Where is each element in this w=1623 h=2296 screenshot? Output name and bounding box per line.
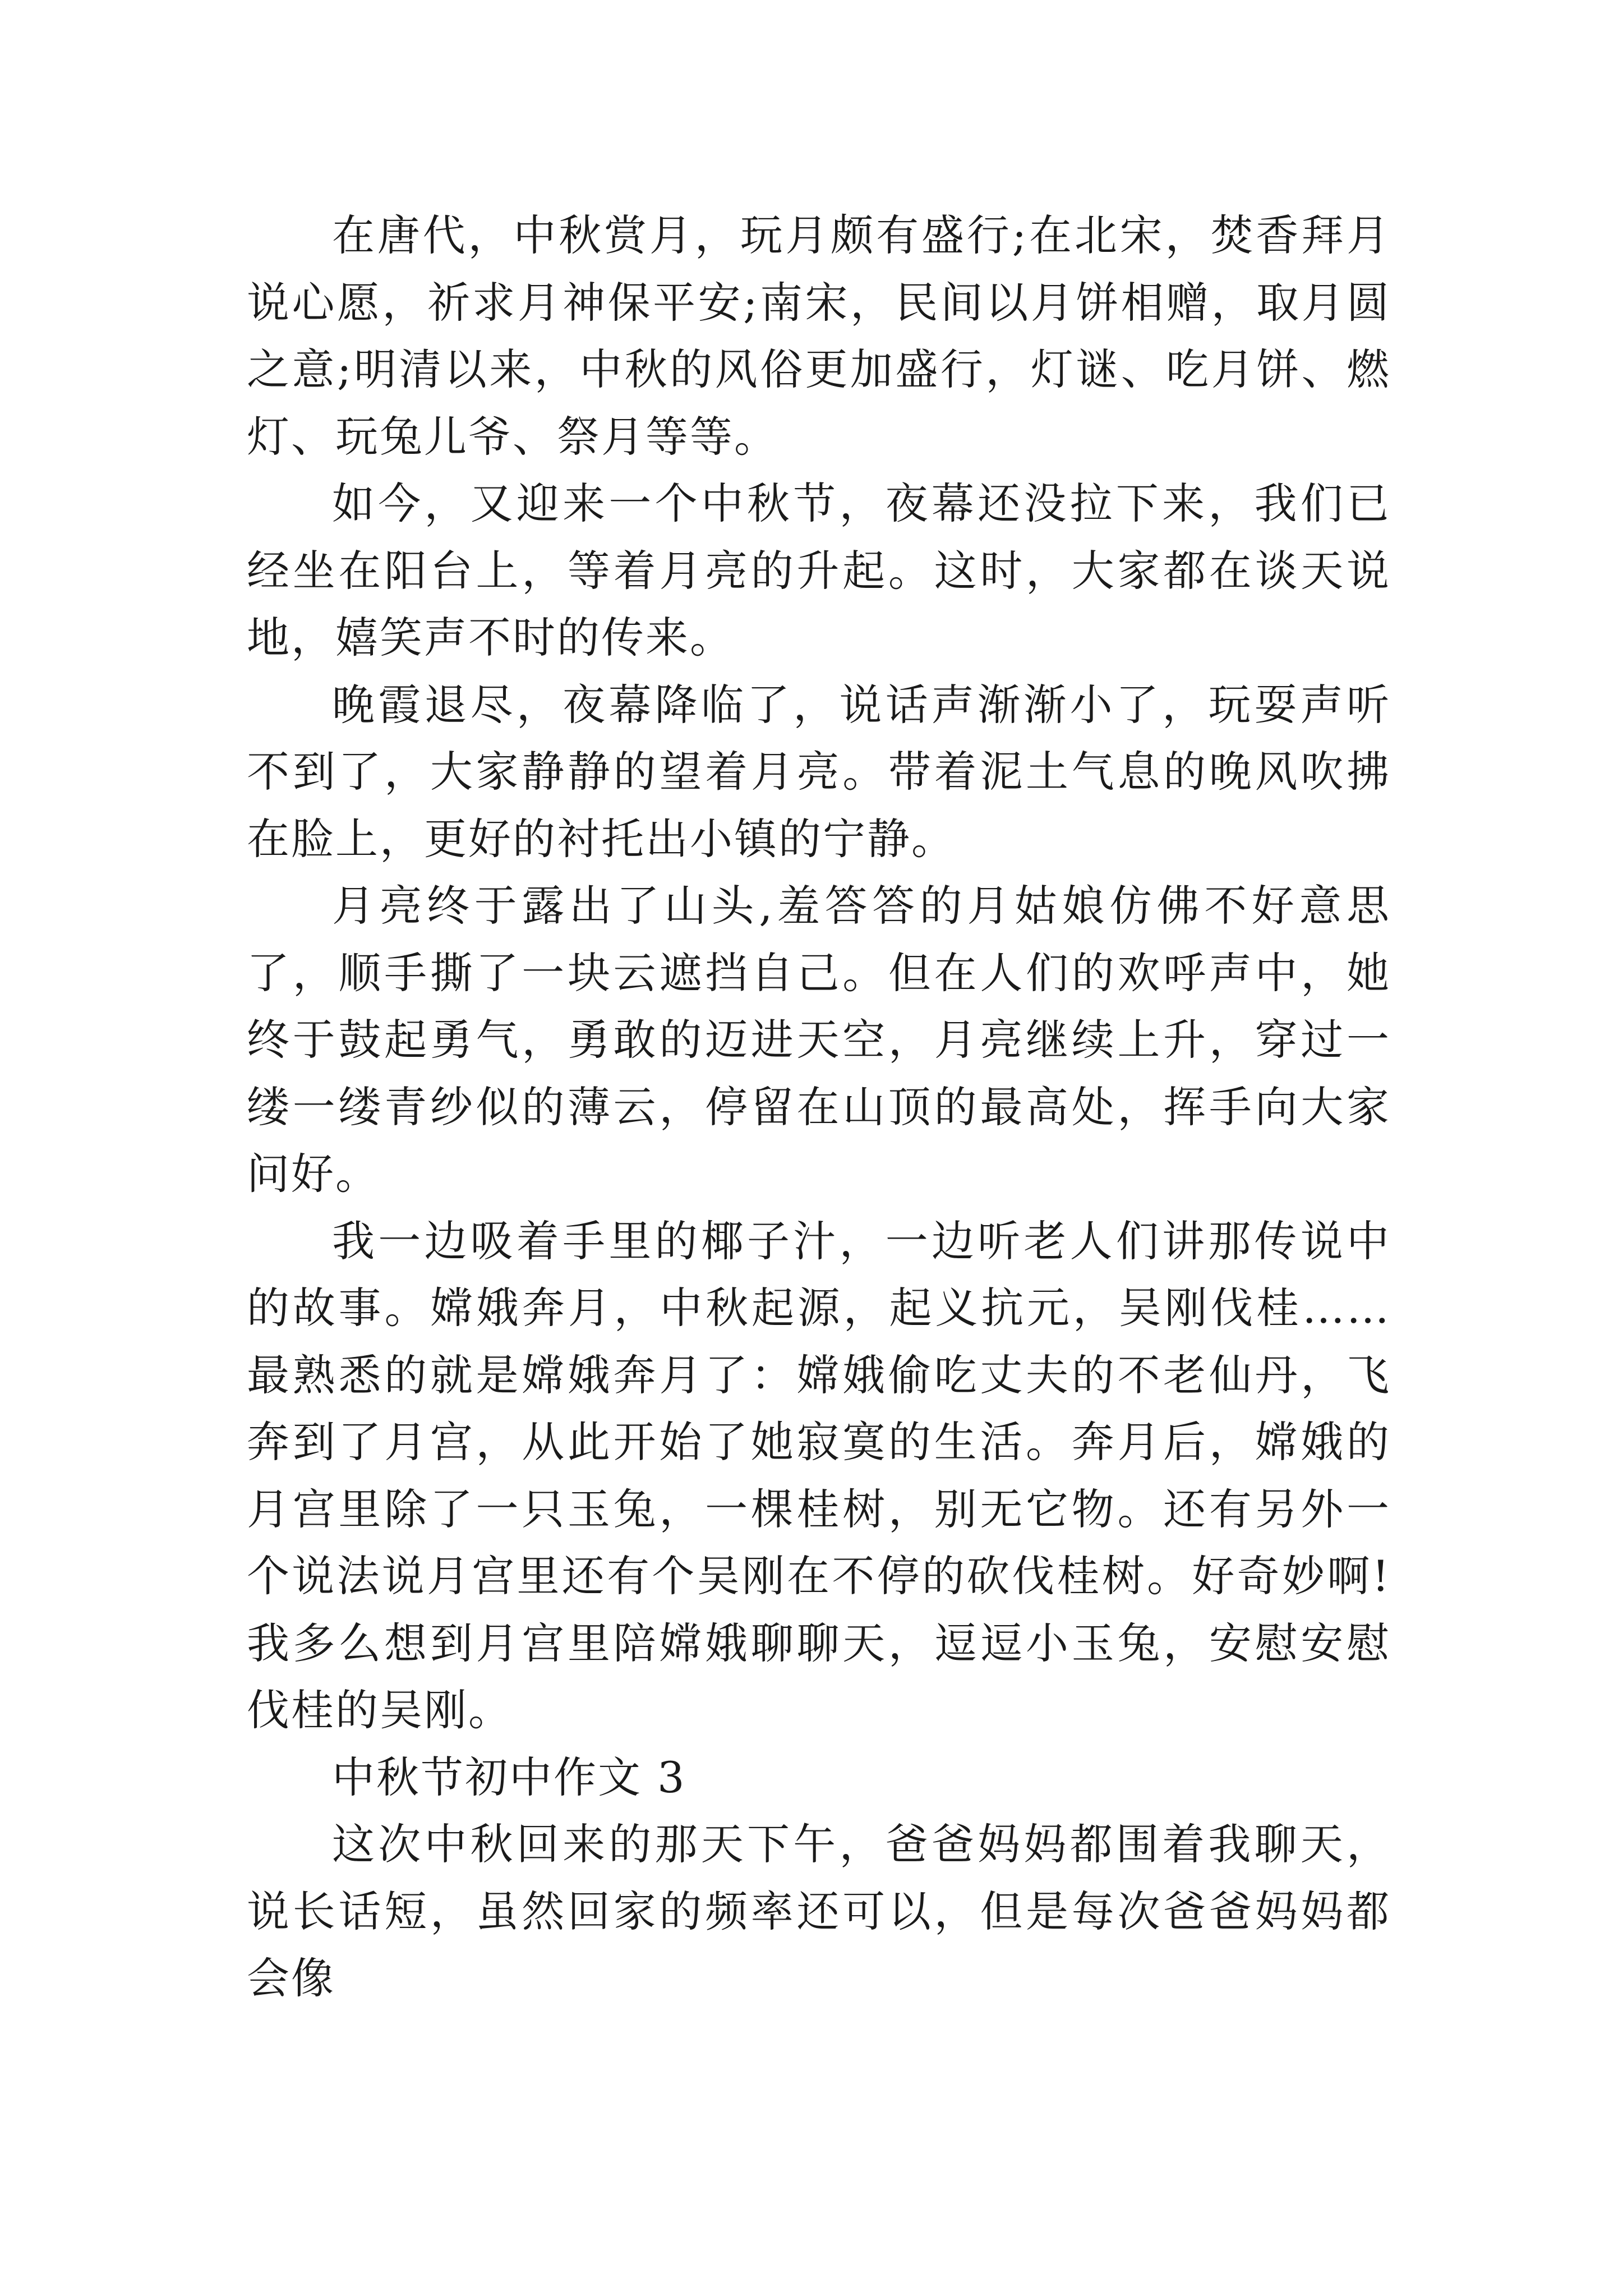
paragraph-5: 我一边吸着手里的椰子汁，一边听老人们讲那传说中的故事。嫦娥奔月，中秋起源，起义抗元，吴刚伐桂……最熟悉的就是嫦娥奔月了：嫦娥偷吃丈夫的不老仙丹，飞奔到了月宫，从此开始了她寂寞的生活。奔月后，嫦娥的月宫里除了一只玉兔，一棵桂树，别无它物。还有另外一个说法说月宫里还有个吴刚在不停的砍伐桂树。好奇妙啊!我多么想到月宫里陪嫦娥聊聊天，逗逗小玉兔，安慰安慰伐桂的吴刚。 — [247, 1216, 1391, 1735]
paragraph-2: 如今，又迎来一个中秋节，夜幕还没拉下来，我们已经坐在阳台上，等着月亮的升起。这时，大家都在谈天说地，嬉笑声不时的传来。 — [247, 478, 1391, 662]
section-heading: 中秋节初中作文 3 — [332, 1752, 686, 1802]
paragraph-3: 晚霞退尽，夜幕降临了，说话声渐渐小了，玩耍声听不到了，大家静静的望着月亮。带着泥土气息的晚风吹拂在脸上，更好的衬托出小镇的宁静。 — [247, 679, 1391, 864]
paragraph-4: 月亮终于露出了山头,羞答答的月姑娘仿佛不好意思了，顺手撕了一块云遮挡自己。但在人们的欢呼声中，她终于鼓起勇气，勇敢的迈进天空，月亮继续上升，穿过一缕一缕青纱似的薄云，停留在山顶的最高处，挥手向大家问好。 — [247, 881, 1391, 1199]
paragraph-6: 这次中秋回来的那天下午，爸爸妈妈都围着我聊天，说长话短，虽然回家的频率还可以，但是每次爸爸妈妈都会像 — [247, 1819, 1391, 2003]
paragraph-1: 在唐代，中秋赏月，玩月颇有盛行;在北宋，焚香拜月说心愿，祈求月神保平安;南宋，民间以月饼相赠，取月圆之意;明清以来，中秋的风俗更加盛行，灯谜、吃月饼、燃灯、玩兔儿爷、祭月等等。 — [247, 210, 1391, 462]
document-body — [247, 202, 1391, 2012]
